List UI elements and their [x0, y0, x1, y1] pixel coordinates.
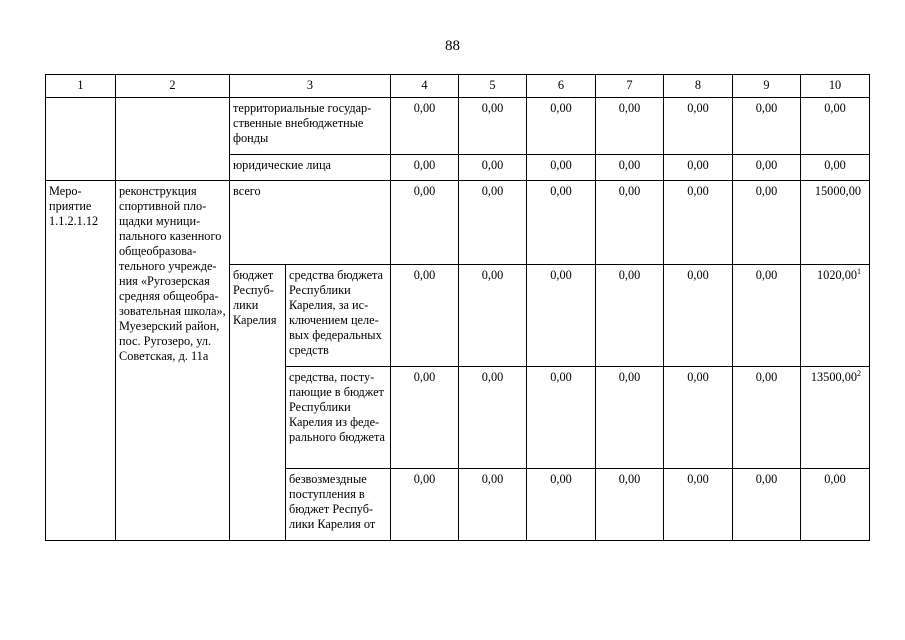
value-cell: 0,00 [733, 367, 801, 469]
value-cell: 0,00 [596, 265, 664, 367]
measure-code: Мероприятие 1.1.2.1.12 [46, 181, 116, 541]
value-cell: 0,00 [459, 181, 527, 265]
value-cell: 0,00 [459, 155, 527, 181]
page-number: 88 [445, 38, 460, 54]
footnote-mark: 2 [857, 368, 861, 378]
value-cell: 0,00 [527, 469, 596, 541]
value-cell: 0,00 [664, 181, 733, 265]
value-cell: 0,00 [527, 265, 596, 367]
value-cell: 0,00 [459, 98, 527, 155]
value-cell: 0,00 [527, 155, 596, 181]
value-cell: 0,00 [391, 469, 459, 541]
value-text: 13500,00 [810, 370, 857, 384]
header-row [46, 75, 870, 98]
value-cell: 0,00 [459, 265, 527, 367]
value-cell: 0,00 [664, 367, 733, 469]
value-cell: 0,00 [801, 469, 870, 541]
header-cell: 3 [230, 75, 391, 98]
value-text: 1020,00 [817, 268, 857, 282]
value-cell: 0,00 [391, 98, 459, 155]
value-cell: 0,00 [391, 155, 459, 181]
row-label: всего [230, 181, 391, 265]
header-cell: 1 [46, 75, 116, 98]
value-cell: 0,00 [596, 181, 664, 265]
header-cell: 10 [801, 75, 870, 98]
value-cell [801, 265, 870, 367]
header-cell: 8 [664, 75, 733, 98]
value-cell: 0,00 [733, 265, 801, 367]
value-cell: 0,00 [596, 155, 664, 181]
value-cell: 0,00 [733, 469, 801, 541]
value-cell: 0,00 [596, 469, 664, 541]
budget-table [45, 74, 870, 541]
row-label: безвозмездные поступления в бюджет Республики Карелия от [286, 469, 391, 541]
row-label: территориальные государственные внебюджетные фонды [230, 98, 391, 155]
value-cell: 0,00 [733, 98, 801, 155]
value-cell: 0,00 [391, 265, 459, 367]
header-cell: 9 [733, 75, 801, 98]
table-row [46, 98, 870, 155]
value-cell: 0,00 [801, 155, 870, 181]
value-cell: 0,00 [664, 265, 733, 367]
empty-cell [46, 98, 116, 181]
value-cell: 0,00 [459, 367, 527, 469]
value-cell: 0,00 [527, 181, 596, 265]
header-cell: 7 [596, 75, 664, 98]
empty-cell [116, 98, 230, 181]
header-cell: 2 [116, 75, 230, 98]
value-cell: 0,00 [391, 367, 459, 469]
value-cell: 0,00 [596, 367, 664, 469]
header-cell: 5 [459, 75, 527, 98]
value-cell: 0,00 [664, 469, 733, 541]
value-cell: 0,00 [733, 181, 801, 265]
value-cell: 0,00 [596, 98, 664, 155]
value-cell: 0,00 [527, 367, 596, 469]
value-cell: 0,00 [733, 155, 801, 181]
header-cell: 6 [527, 75, 596, 98]
budget-source-label: бюджет Республики Карелия [230, 265, 286, 541]
value-cell: 0,00 [664, 155, 733, 181]
value-cell [801, 367, 870, 469]
measure-description: реконструкция спортивной площадки муниципального казенного общеобразовательного учреждения «Ругозерская средняя общеобразовательная школа», Муезерский район, пос. Ругозеро, ул. Советская, д. 11а [116, 181, 230, 541]
value-cell: 15000,00 [801, 181, 870, 265]
table-row [46, 181, 870, 265]
footnote-mark: 1 [857, 266, 861, 276]
value-cell: 0,00 [391, 181, 459, 265]
value-cell: 0,00 [664, 98, 733, 155]
row-label: юридические лица [230, 155, 391, 181]
value-cell: 0,00 [801, 98, 870, 155]
header-cell: 4 [391, 75, 459, 98]
value-cell: 0,00 [527, 98, 596, 155]
row-label: средства, поступающие в бюджет Республики Карелия из федерального бюджета [286, 367, 391, 469]
value-cell: 0,00 [459, 469, 527, 541]
row-label: средства бюджета Республики Карелия, за исключением целевых федеральных средств [286, 265, 391, 367]
